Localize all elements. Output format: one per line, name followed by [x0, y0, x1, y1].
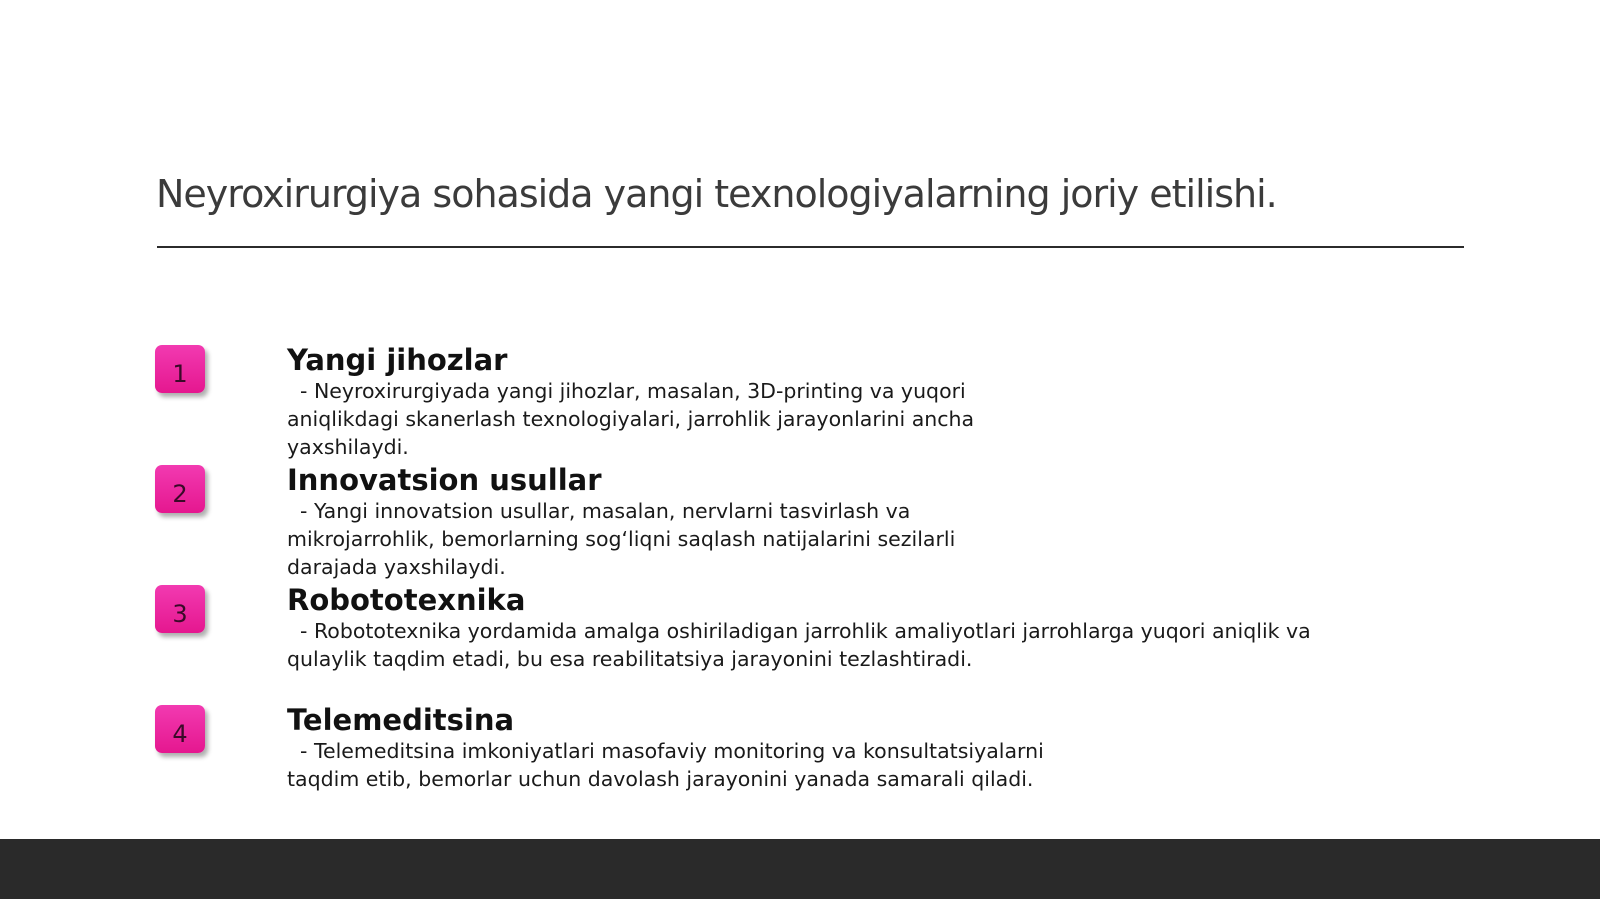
- item-description-4: - Telemeditsina imkoniyatlari masofaviy monitoring va konsultatsiyalarni taqdim etib, bemorlar uchun davolash jarayonini yanada samarali qiladi.: [287, 739, 1044, 791]
- number-badge-3: 3: [155, 585, 205, 633]
- number-badge-1: 1: [155, 345, 205, 393]
- list-item-content-3: [287, 583, 1311, 673]
- list-item-content-4: [287, 703, 1044, 793]
- number-badge-4: 4: [155, 705, 205, 753]
- item-description-2: - Yangi innovatsion usullar, masalan, nervlarni tasvirlash va mikrojarrohlik, bemorlarning sog‘liqni saqlash natijalarini sezilarli darajada yaxshilaydi.: [287, 499, 956, 579]
- slide-title: Neyroxirurgiya sohasida yangi texnologiyalarning joriy etilishi.: [156, 172, 1277, 216]
- list-item-content-1: [287, 343, 974, 461]
- item-heading-4: Telemeditsina: [287, 703, 515, 737]
- title-divider: [157, 246, 1464, 248]
- item-heading-1: Yangi jihozlar: [287, 343, 508, 377]
- item-description-3: - Robototexnika yordamida amalga oshiriladigan jarrohlik amaliyotlari jarrohlarga yuqori aniqlik va qulaylik taqdim etadi, bu esa reabilitatsiya jarayonini tezlashtiradi.: [287, 619, 1311, 671]
- number-badge-2: 2: [155, 465, 205, 513]
- list-item-content-2: [287, 463, 955, 581]
- item-description-1: - Neyroxirurgiyada yangi jihozlar, masalan, 3D-printing va yuqori aniqlikdagi skanerlash texnologiyalari, jarrohlik jarayonlarini ancha yaxshilaydi.: [287, 379, 975, 459]
- item-heading-3: Robototexnika: [287, 583, 526, 617]
- footer-bar: [0, 839, 1600, 899]
- item-heading-2: Innovatsion usullar: [287, 463, 602, 497]
